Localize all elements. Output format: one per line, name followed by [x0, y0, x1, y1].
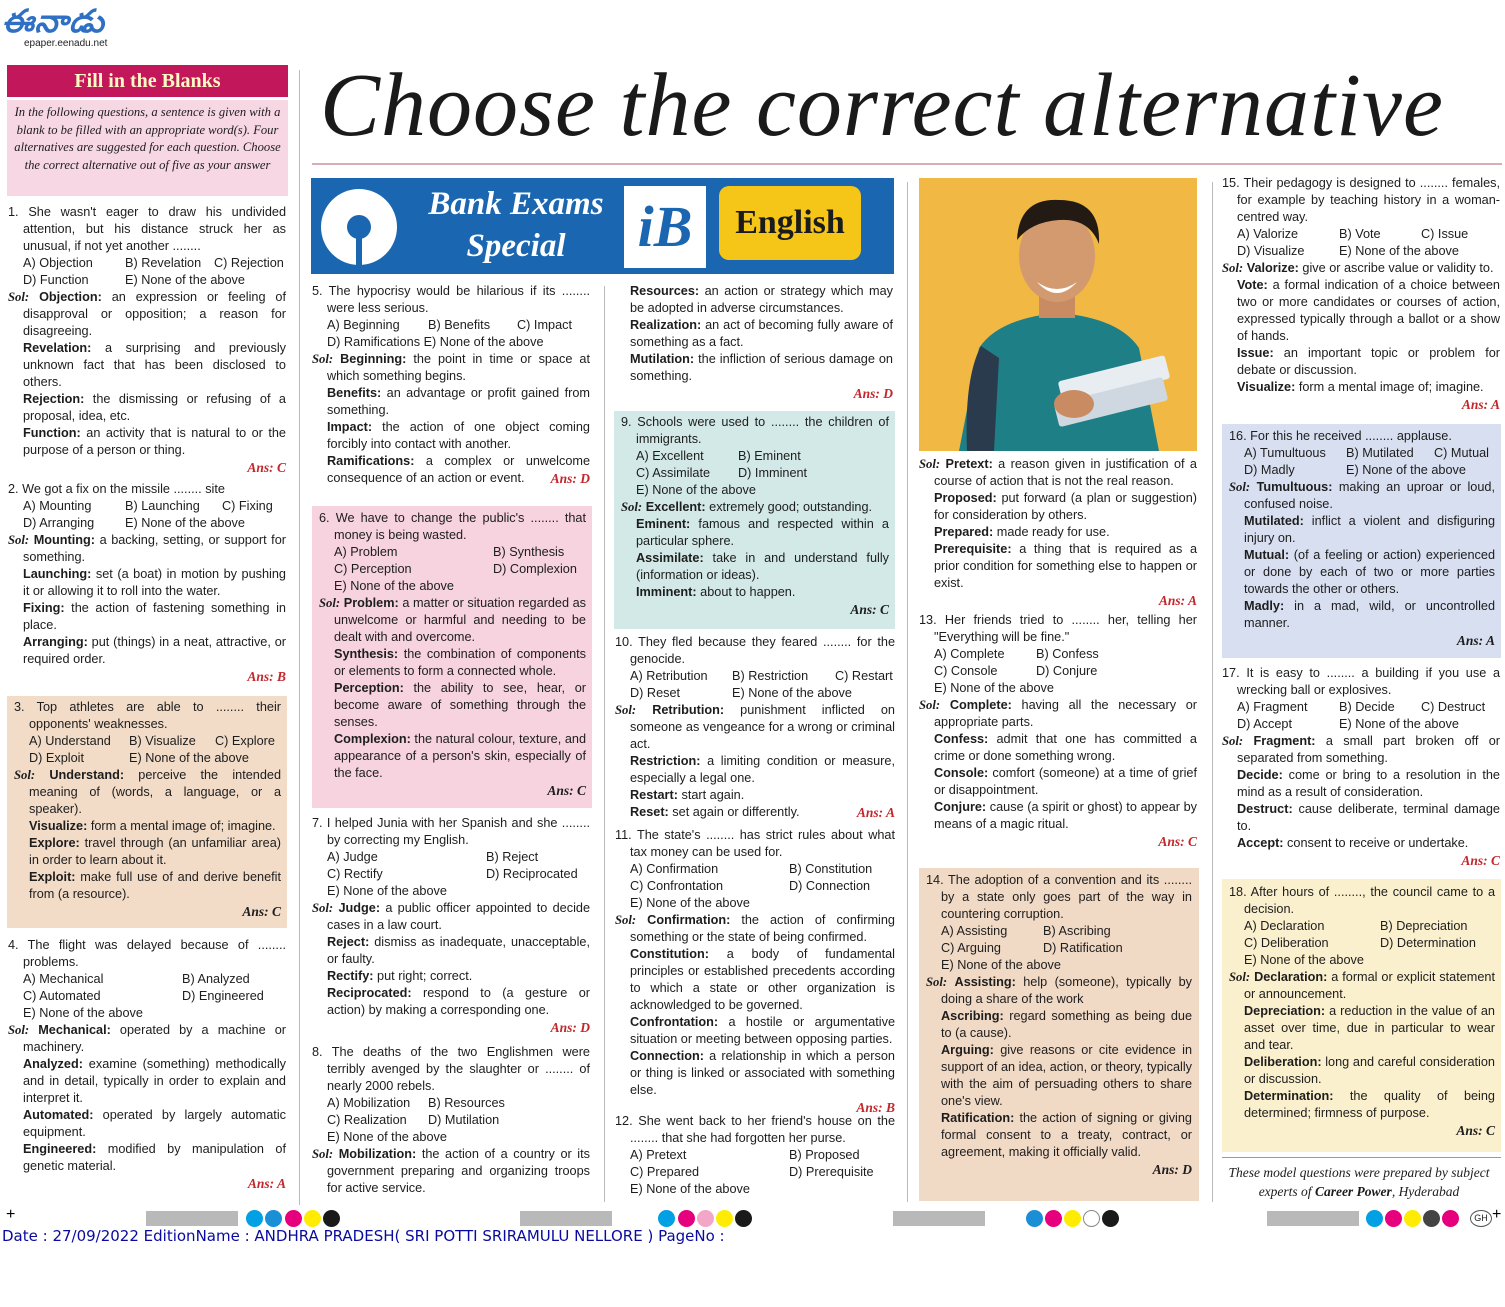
- cyan-dot: [246, 1210, 263, 1227]
- black-dot: [1423, 1210, 1440, 1227]
- question-2: [8, 481, 286, 685]
- registration-mark: +: [1492, 1206, 1502, 1223]
- definition: Restriction: a limiting condition or measure, especially a legal one.: [630, 754, 895, 785]
- options-row: E) None of the above: [630, 896, 750, 910]
- options-row: A) Mounting B) Launching C) Fixing: [23, 499, 273, 513]
- definition: Reject: dismiss as inadequate, unacceptable, or faulty.: [327, 935, 590, 966]
- question-6: [319, 510, 586, 799]
- options-row: A) Declaration B) Depreciation: [1244, 919, 1468, 933]
- ibps-logo: iB: [624, 186, 706, 268]
- magenta-dot: [678, 1210, 695, 1227]
- definition: Conjure: cause (a spirit or ghost) to appear by means of a magic ritual.: [934, 800, 1197, 831]
- magenta-dot: [1045, 1210, 1062, 1227]
- student-photo: [919, 178, 1197, 451]
- options-row: A) Mechanical B) Analyzed: [23, 972, 250, 986]
- solution-5: Sol: Beginning: the point in time or space at which something begins.: [312, 352, 590, 383]
- options-row: D) Arranging E) None of the above: [23, 516, 245, 530]
- definition: Launching: set (a boat) in motion by pushing it or allowing it to roll into the water.: [23, 567, 286, 598]
- gray-strip: [1267, 1211, 1359, 1226]
- options-row: C) Realization D) Mutilation: [327, 1113, 500, 1127]
- magenta-dot: [1442, 1210, 1459, 1227]
- yellow-dot: [304, 1210, 321, 1227]
- solution-13: Sol: Complete: having all the necessary or appropriate parts.: [919, 698, 1197, 729]
- options-row: C) Rectify D) Reciprocated: [327, 867, 578, 881]
- definition: Assimilate: take in and understand fully (information or ideas).: [636, 551, 889, 582]
- solution-11: Sol: Confirmation: the action of confirming something or the state of being confirmed.: [615, 913, 895, 944]
- options-row: A) Excellent B) Eminent: [636, 449, 801, 463]
- question-13: [919, 612, 1197, 850]
- definition: Depreciation: a reduction in the value of an asset over time, due in particular to wear and tear.: [1244, 1004, 1495, 1052]
- options-row: E) None of the above: [334, 579, 454, 593]
- definition: Destruct: cause deliberate, terminal damage to.: [1237, 802, 1500, 833]
- credit-note: These model questions were prepared by subject experts of Career Power, Hyderabad: [1228, 1165, 1490, 1199]
- definition: Confrontation: a hostile or argumentative situation or meeting between opposing parties.: [630, 1015, 895, 1046]
- definition: Prerequisite: a thing that is required as a prior condition for something else to happen or exist.: [934, 542, 1197, 590]
- definition: Mutilation: the infliction of serious damage on something.: [630, 352, 893, 383]
- definition: Imminent: about to happen.: [636, 585, 796, 599]
- definition: Restart: start again.: [630, 788, 745, 802]
- edition-footer: Date : 27/09/2022 EditionName : ANDHRA PRADESH( SRI POTTI SRIRAMULU NELLORE ) PageNo :: [2, 1227, 725, 1245]
- column-divider: [1212, 182, 1213, 1202]
- answer-1: Ans: C: [247, 460, 286, 475]
- subject-badge: English: [719, 186, 861, 260]
- magenta-dot: [1385, 1210, 1402, 1227]
- title-underline: [312, 163, 1502, 165]
- definition: Console: comfort (someone) at a time of grief or disappointment.: [934, 766, 1197, 797]
- yellow-dot: [1064, 1210, 1081, 1227]
- answer-11: Ans: B: [856, 1100, 895, 1115]
- question-15: [1222, 175, 1500, 413]
- question-text: 1. She wasn't eager to draw his undivided attention, but his distance struck her as unusual, if not yet another ........: [8, 205, 286, 253]
- options-row: C) Arguing D) Ratification: [941, 941, 1123, 955]
- options-row: D) Ramifications E) None of the above: [327, 335, 544, 349]
- options-row: E) None of the above: [1244, 953, 1364, 967]
- solution-9: Sol: Excellent: extremely good; outstanding.: [621, 500, 873, 514]
- column-divider: [604, 286, 605, 1202]
- question-text: 4. The flight was delayed because of ........ problems.: [8, 938, 286, 969]
- definition: Automated: operated by largely automatic equipment.: [23, 1108, 286, 1139]
- answer-8: Ans: D: [853, 386, 893, 401]
- eenadu-logo[interactable]: [2, 3, 137, 49]
- definition: Exploit: make full use of and derive benefit from (a resource).: [29, 870, 281, 901]
- question-text: 16. For this he received ........ applause.: [1229, 429, 1452, 443]
- answer-9: Ans: C: [850, 602, 889, 617]
- answer-12: Ans: A: [1158, 593, 1197, 608]
- solution-8: Sol: Mobilization: the action of a country or its government preparing and organizing troops for active service.: [312, 1147, 590, 1195]
- definition: Arranging: put (things) in a neat, attractive, or required order.: [23, 635, 286, 666]
- question-10: [615, 634, 895, 821]
- solution-3: Sol: Understand: perceive the intended meaning of (words, a language, or a speaker).: [14, 768, 281, 816]
- definition: Reset: set again or differently. Ans: A: [630, 805, 895, 820]
- question-18: [1229, 884, 1495, 1139]
- solution-15: Sol: Valorize: give or ascribe value or validity to.: [1222, 261, 1494, 275]
- answer-6: Ans: C: [547, 783, 586, 798]
- yellow-dot: [1404, 1210, 1421, 1227]
- options-row: C) Confrontation D) Connection: [630, 879, 871, 893]
- definition: Mutilated: inflict a violent and disfiguring injury on.: [1244, 514, 1495, 545]
- answer-15: Ans: A: [1461, 397, 1500, 412]
- definition: Complexion: the natural colour, texture, and appearance of a person's skin, especially of the face.: [334, 732, 586, 780]
- question-3: [14, 699, 281, 920]
- question-text: 6. We have to change the public's ........ that money is being wasted.: [319, 511, 586, 542]
- definition: Fixing: the action of fastening something in place.: [23, 601, 286, 632]
- answer-10: Ans: A: [856, 805, 895, 820]
- definition: Connection: a relationship in which a person or thing is linked or associated with something else.: [630, 1049, 895, 1097]
- options-row: E) None of the above: [630, 1182, 750, 1196]
- options-row: D) Function E) None of the above: [23, 273, 245, 287]
- options-row: D) Madly E) None of the above: [1244, 463, 1466, 477]
- solution-18: Sol: Declaration: a formal or explicit statement or announcement.: [1229, 970, 1495, 1001]
- question-8: [312, 1044, 590, 1197]
- cyan-dot: [265, 1210, 282, 1227]
- definition: Madly: in a mad, wild, or uncontrolled manner.: [1244, 599, 1495, 630]
- column-divider: [907, 182, 908, 1202]
- solution-1: Sol: Objection: an expression or feeling of disapproval or opposition; a reason for disagreeing.: [8, 290, 287, 338]
- gray-strip: [520, 1211, 612, 1226]
- definition: Resources: an action or strategy which may be adopted in adverse circumstances.: [630, 284, 893, 315]
- registration-mark: +: [6, 1206, 16, 1223]
- question-7: [312, 815, 590, 1036]
- question-1: [8, 204, 286, 476]
- answer-13: Ans: C: [1158, 834, 1197, 849]
- fill-blanks-instructions: In the following questions, a sentence is given with a blank to be filled with an appropriate word(s). Four alternatives are suggested for each question. Choose the correct alternative out of five as your answer: [7, 100, 288, 196]
- pink-dot: [697, 1210, 714, 1227]
- question-text: 11. The state's ........ has strict rules about what tax money can be used for.: [615, 828, 895, 859]
- definition: Constitution: a body of fundamental principles or established precedents according to which a state or other organization is acknowledged to be governed.: [630, 947, 895, 1012]
- answer-7: Ans: D: [550, 1020, 590, 1035]
- question-text: 7. I helped Junia with her Spanish and she ........ by correcting my English.: [312, 816, 590, 847]
- question-9: [621, 414, 889, 618]
- black-dot: [323, 1210, 340, 1227]
- question-text: 18. After hours of ........, the council came to a decision.: [1229, 885, 1495, 916]
- solution-4: Sol: Mechanical: operated by a machine or machinery.: [8, 1023, 286, 1054]
- student-with-books-illustration: [919, 178, 1197, 451]
- options-row: A) Judge B) Reject: [327, 850, 539, 864]
- question-text: 12. She went back to her friend's house on the ........ that she had forgotten her purse.: [615, 1114, 895, 1145]
- sbi-logo-icon: [321, 189, 397, 265]
- definition: Realization: an act of becoming fully aware of something as a fact.: [630, 318, 893, 349]
- definition: Perception: the ability to see, hear, or become aware of something through the senses.: [334, 681, 586, 729]
- options-row: C) Perception D) Complexion: [334, 562, 577, 576]
- solution-12: Sol: Pretext: a reason given in justification of a course of action that is not the real reason.: [919, 457, 1197, 488]
- definition: Accept: consent to receive or undertake.: [1237, 836, 1469, 850]
- solution-10: Sol: Retribution: punishment inflicted on someone as vengeance for a wrong or criminal act.: [615, 703, 895, 751]
- options-row: E) None of the above: [636, 483, 756, 497]
- options-row: D) Accept E) None of the above: [1237, 717, 1459, 731]
- column-divider: [299, 70, 300, 1205]
- definition: Ascribing: regard something as being due to (a cause).: [941, 1009, 1192, 1040]
- options-row: C) Automated D) Engineered: [23, 989, 264, 1003]
- options-row: A) Valorize B) Vote C) Issue: [1237, 227, 1469, 241]
- question-text: 5. The hypocrisy would be hilarious if its ........ were less serious.: [312, 284, 590, 315]
- answer-14: Ans: D: [1152, 1162, 1192, 1177]
- options-row: E) None of the above: [327, 1130, 447, 1144]
- definition: Mutual: (of a feeling or action) experienced or done by each of two or more parties towards the other or others.: [1244, 548, 1495, 596]
- question-12-solution: [919, 456, 1197, 609]
- options-row: A) Mobilization B) Resources: [327, 1096, 505, 1110]
- question-text: 9. Schools were used to ........ the children of immigrants.: [621, 415, 889, 446]
- credit-divider: [1222, 1157, 1501, 1158]
- banner-line1: Bank Exams: [428, 186, 604, 222]
- question-8-continued: [615, 283, 893, 402]
- answer-2: Ans: B: [247, 669, 286, 684]
- options-row: E) None of the above: [934, 681, 1054, 695]
- definition: Eminent: famous and respected within a particular sphere.: [636, 517, 889, 548]
- options-row: D) Visualize E) None of the above: [1237, 244, 1459, 258]
- definition: Explore: travel through (an unfamiliar area) in order to learn about it.: [29, 836, 281, 867]
- options-row: A) Beginning B) Benefits C) Impact: [327, 318, 572, 332]
- options-row: A) Problem B) Synthesis: [334, 545, 565, 559]
- options-row: C) Assimilate D) Imminent: [636, 466, 808, 480]
- options-row: C) Prepared D) Prerequisite: [630, 1165, 874, 1179]
- definition: Visualize: form a mental image of; imagine.: [1237, 380, 1484, 394]
- definition: Confess: admit that one has committed a crime or done something wrong.: [934, 732, 1197, 763]
- definition: Ramifications: a complex or unwelcome consequence of an action or event.: [327, 454, 590, 485]
- options-row: A) Confirmation B) Constitution: [630, 862, 873, 876]
- definition: Proposed: put forward (a plan or suggestion) for consideration by others.: [934, 491, 1197, 522]
- options-row: C) Console D) Conjure: [934, 664, 1098, 678]
- definition: Analyzed: examine (something) methodically and in detail, typically in order to explain and interpret it.: [23, 1057, 286, 1105]
- logo-site: epaper.eenadu.net: [24, 38, 108, 49]
- bank-exams-banner: [311, 178, 894, 274]
- question-11: [615, 827, 895, 1116]
- black-dot: [1102, 1210, 1119, 1227]
- question-16: [1229, 428, 1495, 649]
- definition: Engineered: modified by manipulation of genetic material.: [23, 1142, 286, 1173]
- question-text: 3. Top athletes are able to ........ their opponents' weaknesses.: [14, 700, 281, 731]
- question-14: [926, 872, 1192, 1178]
- definition: Reciprocated: respond to (a gesture or action) by making a corresponding one.: [327, 986, 590, 1017]
- fill-blanks-heading: Fill in the Blanks: [7, 65, 288, 97]
- definition: Arguing: give reasons or cite evidence in support of an idea, action, or theory, typically with the aim of persuading others to share one's view.: [941, 1043, 1192, 1108]
- question-4: [8, 937, 286, 1192]
- question-text: 15. Their pedagogy is designed to ........ females, for example by teaching history in a woman-centred way.: [1222, 176, 1500, 224]
- options-row: A) Retribution B) Restriction C) Restart: [630, 669, 893, 683]
- question-text: 13. Her friends tried to ........ her, telling her "Everything will be fine.": [919, 613, 1197, 644]
- answer-18: Ans: C: [1456, 1123, 1495, 1138]
- solution-2: Sol: Mounting: a backing, setting, or support for something.: [8, 533, 286, 564]
- solution-14: Sol: Assisting: help (someone), typically by doing a share of the work: [926, 975, 1193, 1006]
- definition: Decide: come or bring to a resolution in the mind as a result of consideration.: [1237, 768, 1500, 799]
- options-row: A) Pretext B) Proposed: [630, 1148, 860, 1162]
- answer-5: Ans: D: [550, 471, 590, 486]
- yellow-dot: [716, 1210, 733, 1227]
- black-dot: [735, 1210, 752, 1227]
- options-row: A) Objection B) Revelation C) Rejection: [23, 256, 284, 270]
- definition: Vote: a formal indication of a choice between two or more candidates or courses of action, expressed typically through a ballot or a show of hands.: [1237, 278, 1500, 343]
- definition: Synthesis: the combination of components or elements to form a connected whole.: [334, 647, 586, 678]
- banner-line2: Special: [466, 228, 566, 264]
- definition: Rejection: the dismissing or refusing of a proposal, idea, etc.: [23, 392, 286, 423]
- question-text: 10. They fled because they feared ........ for the genocide.: [615, 635, 895, 666]
- solution-17: Sol: Fragment: a small part broken off or separated from something.: [1222, 734, 1500, 765]
- question-text: 17. It is easy to ........ a building if you use a wrecking ball or explosives.: [1222, 666, 1500, 697]
- options-row: D) Exploit E) None of the above: [29, 751, 249, 765]
- answer-16: Ans: A: [1456, 633, 1495, 648]
- answer-3: Ans: C: [242, 904, 281, 919]
- solution-6: Sol: Problem: a matter or situation regarded as unwelcome or harmful and needing to be dealt with and overcome.: [319, 596, 586, 644]
- logo-name: ఈనాడు: [2, 2, 105, 40]
- options-row: A) Complete B) Confess: [934, 647, 1099, 661]
- question-5: [312, 283, 590, 487]
- question-17: [1222, 665, 1500, 869]
- definition: Deliberation: long and careful consideration or discussion.: [1244, 1055, 1495, 1086]
- options-row: D) Reset E) None of the above: [630, 686, 852, 700]
- answer-17: Ans: C: [1461, 853, 1500, 868]
- definition: Determination: the quality of being determined; firmness of purpose.: [1244, 1089, 1495, 1120]
- page-title: Choose the correct alternative: [320, 56, 1444, 155]
- options-row: A) Fragment B) Decide C) Destruct: [1237, 700, 1486, 714]
- definition: Prepared: made ready for use.: [934, 525, 1110, 539]
- gray-strip: [146, 1211, 238, 1226]
- options-row: E) None of the above: [23, 1006, 143, 1020]
- cyan-dot: [1366, 1210, 1383, 1227]
- answer-4: Ans: A: [247, 1176, 286, 1191]
- question-text: 2. We got a fix on the missile ........ site: [8, 482, 225, 496]
- question-text: 8. The deaths of the two Englishmen were terribly avenged by the slaughter or ........ of nearly 2000 rebels.: [312, 1045, 590, 1093]
- gray-strip: [893, 1211, 985, 1226]
- cyan-dot: [658, 1210, 675, 1227]
- options-row: E) None of the above: [327, 884, 447, 898]
- options-row: A) Tumultuous B) Mutilated C) Mutual: [1244, 446, 1489, 460]
- white-dot: [1083, 1210, 1100, 1227]
- definition: Benefits: an advantage or profit gained from something.: [327, 386, 590, 417]
- question-12: [615, 1113, 895, 1198]
- definition: Function: an activity that is natural to or the purpose of a person or thing.: [23, 426, 286, 457]
- cyan-dot: [1026, 1210, 1043, 1227]
- question-text: 14. The adoption of a convention and its ........ by a state only goes part of the way in countering corruption.: [926, 873, 1192, 921]
- definition: Issue: an important topic or problem for debate or discussion.: [1237, 346, 1500, 377]
- options-row: E) None of the above: [941, 958, 1061, 972]
- options-row: C) Deliberation D) Determination: [1244, 936, 1476, 950]
- options-row: A) Assisting B) Ascribing: [941, 924, 1111, 938]
- definition: Ratification: the action of signing or giving formal consent to a treaty, contract, or agreement, making it officially valid.: [941, 1111, 1192, 1159]
- solution-16: Sol: Tumultuous: making an uproar or loud, confused noise.: [1229, 480, 1495, 511]
- options-row: A) Understand B) Visualize C) Explore: [29, 734, 275, 748]
- magenta-dot: [285, 1210, 302, 1227]
- gh-mark: GH: [1470, 1210, 1492, 1227]
- definition: Rectify: put right; correct.: [327, 969, 473, 983]
- definition: Impact: the action of one object coming forcibly into contact with another.: [327, 420, 590, 451]
- definition: Revelation: a surprising and previously unknown fact that has been disclosed to others.: [23, 341, 286, 389]
- definition: Visualize: form a mental image of; imagine.: [29, 819, 276, 833]
- solution-7: Sol: Judge: a public officer appointed to decide cases in a law court.: [312, 901, 590, 932]
